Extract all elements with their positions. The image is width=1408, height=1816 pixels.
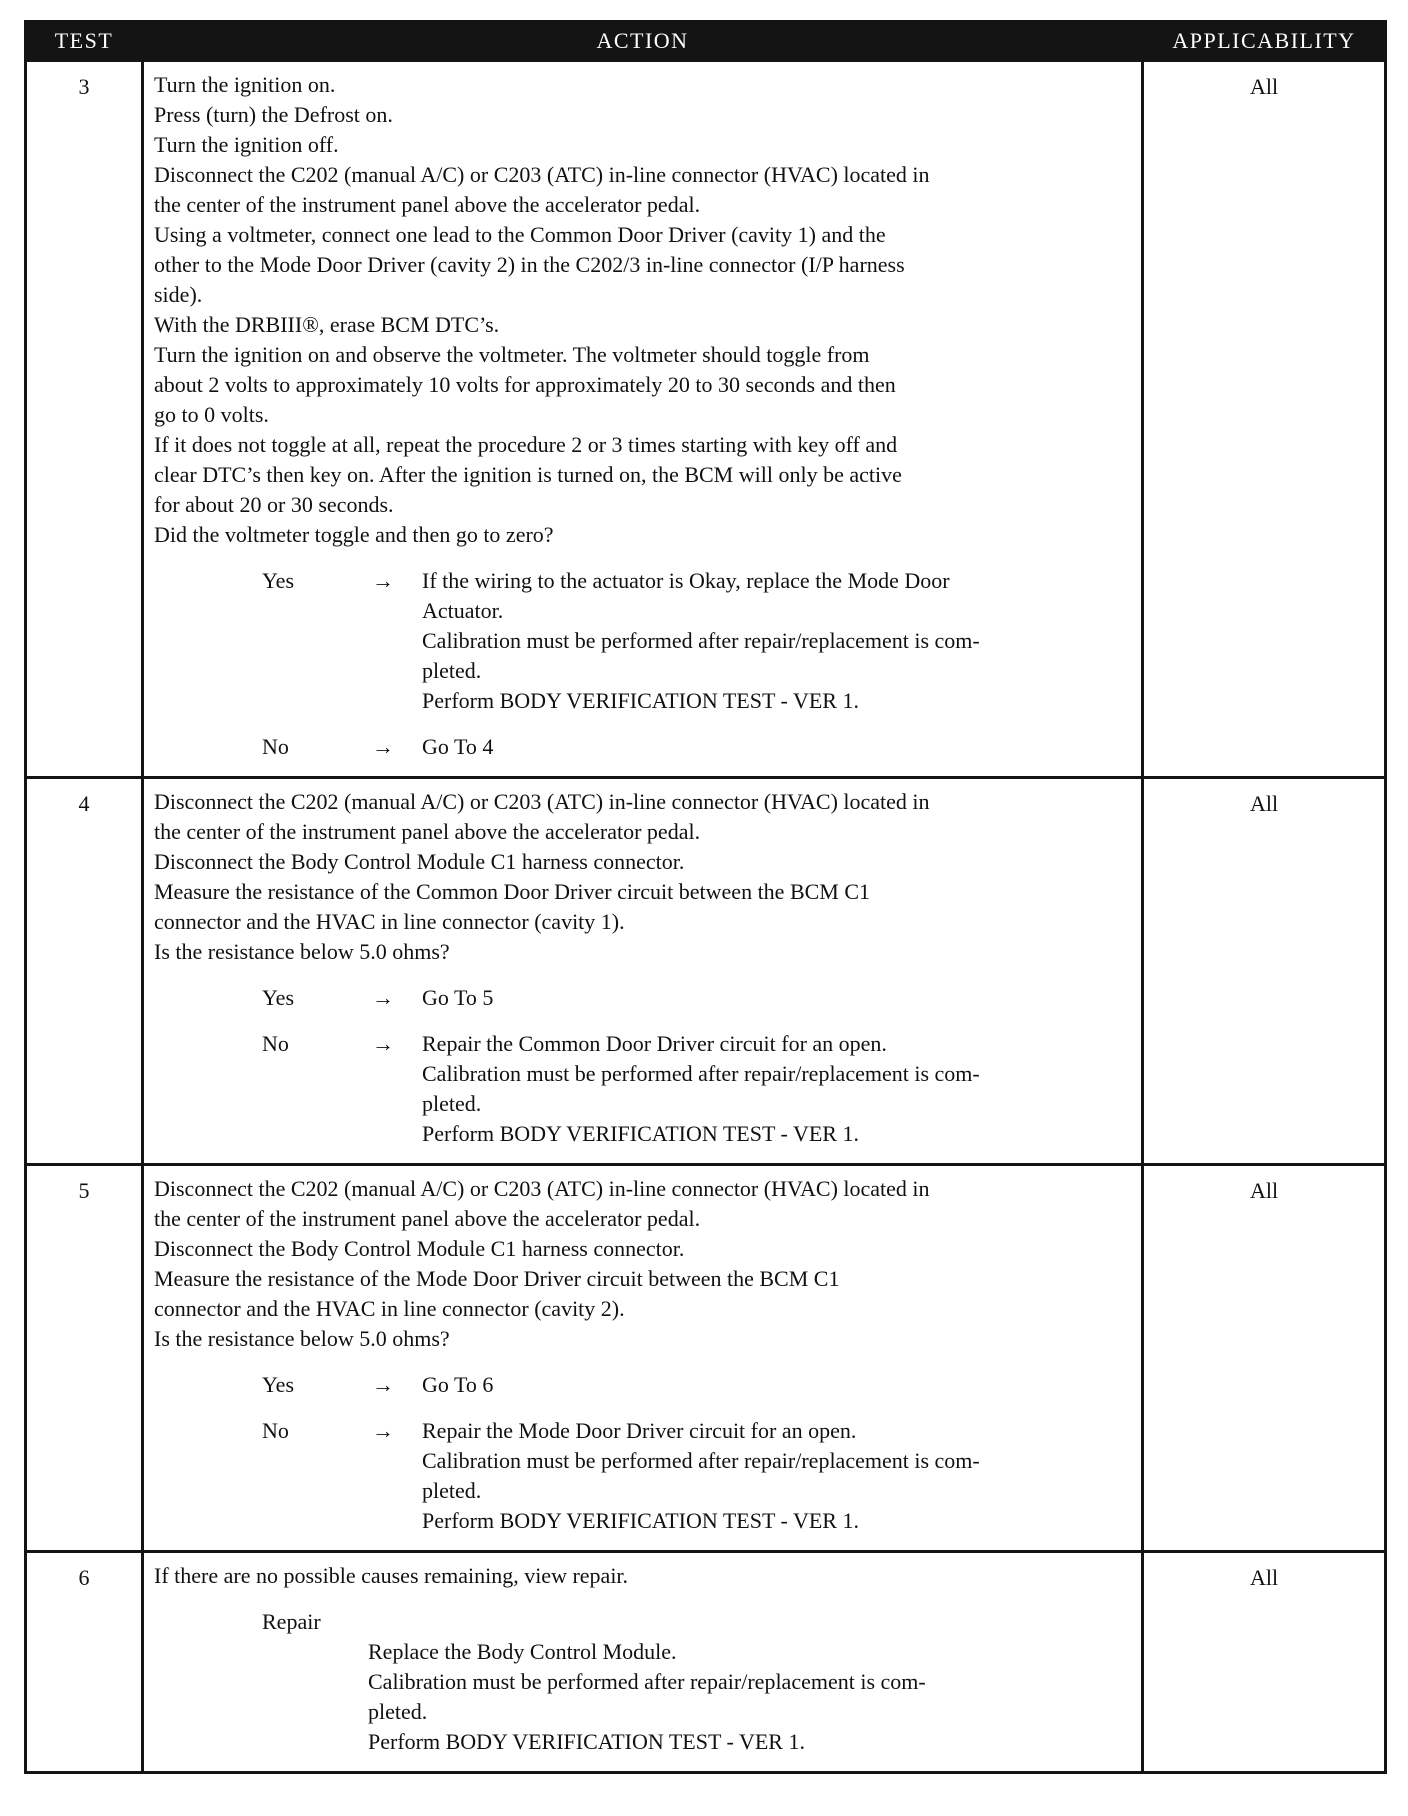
table-row bbox=[26, 1165, 1386, 1552]
answer-line: Actuator. bbox=[422, 598, 504, 623]
answer-line: Go To 6 bbox=[422, 1372, 494, 1397]
action-line: the center of the instrument panel above the accelerator pedal. bbox=[154, 192, 701, 217]
answer-line: pleted. bbox=[422, 1478, 482, 1503]
arrow-icon: → bbox=[372, 1372, 394, 1397]
action-line: Using a voltmeter, connect one lead to the Common Door Driver (cavity 1) and the bbox=[154, 222, 886, 247]
cell-spacer bbox=[154, 762, 1133, 770]
answer-no-text bbox=[422, 1029, 1133, 1149]
answer-line: pleted. bbox=[422, 658, 482, 683]
action-line: other to the Mode Door Driver (cavity 2) in the C202/3 in-line connector (I/P harness bbox=[154, 252, 905, 277]
repair-line: Perform BODY VERIFICATION TEST - VER 1. bbox=[368, 1729, 805, 1754]
answer-yes-text bbox=[422, 566, 1133, 716]
answer-line: If the wiring to the actuator is Okay, replace the Mode Door bbox=[422, 568, 950, 593]
action-line: the center of the instrument panel above the accelerator pedal. bbox=[154, 819, 701, 844]
answer-line: Repair the Common Door Driver circuit for an open. bbox=[422, 1031, 887, 1056]
answer-yes-label: Yes bbox=[262, 985, 295, 1010]
answer-no bbox=[154, 1416, 1133, 1536]
action-line: about 2 volts to approximately 10 volts for approximately 20 to 30 seconds and then bbox=[154, 372, 896, 397]
answer-line: Calibration must be performed after repair/replacement is com- bbox=[422, 628, 980, 653]
action-line: Turn the ignition on. bbox=[154, 72, 336, 97]
answer-no-text bbox=[422, 1416, 1133, 1536]
answer-line: Calibration must be performed after repair/replacement is com- bbox=[422, 1448, 980, 1473]
action-line: If it does not toggle at all, repeat the procedure 2 or 3 times starting with key off and bbox=[154, 432, 898, 457]
answer-no-label: No bbox=[262, 1031, 289, 1056]
action-line: Is the resistance below 5.0 ohms? bbox=[154, 939, 450, 964]
action-cell bbox=[143, 1552, 1143, 1773]
answer-no bbox=[154, 1029, 1133, 1149]
header-applicability: APPLICABILITY bbox=[1143, 22, 1386, 61]
header-action: ACTION bbox=[143, 22, 1143, 61]
action-line: connector and the HVAC in line connector (cavity 1). bbox=[154, 909, 625, 934]
answer-line: pleted. bbox=[422, 1091, 482, 1116]
applicability: All bbox=[1143, 1552, 1386, 1773]
action-line: Measure the resistance of the Common Door Driver circuit between the BCM C1 bbox=[154, 879, 871, 904]
arrow-icon: → bbox=[372, 985, 394, 1010]
applicability: All bbox=[1143, 1165, 1386, 1552]
answer-yes bbox=[154, 566, 1133, 716]
action-line: connector and the HVAC in line connector (cavity 2). bbox=[154, 1296, 625, 1321]
answer-no-text bbox=[422, 732, 1133, 762]
repair-line: pleted. bbox=[368, 1699, 428, 1724]
table-header-row bbox=[26, 22, 1386, 61]
action-line: clear DTC’s then key on. After the ignition is turned on, the BCM will only be active bbox=[154, 462, 902, 487]
repair-line: Replace the Body Control Module. bbox=[368, 1639, 677, 1664]
action-line: side). bbox=[154, 282, 203, 307]
action-line: Measure the resistance of the Mode Door Driver circuit between the BCM C1 bbox=[154, 1266, 840, 1291]
action-cell bbox=[143, 778, 1143, 1165]
cell-spacer bbox=[154, 1757, 1133, 1765]
answer-line: Repair the Mode Door Driver circuit for an open. bbox=[422, 1418, 857, 1443]
action-cell bbox=[143, 1165, 1143, 1552]
action-cell bbox=[143, 61, 1143, 778]
cell-spacer bbox=[154, 1149, 1133, 1157]
answer-line: Perform BODY VERIFICATION TEST - VER 1. bbox=[422, 1121, 859, 1146]
diagnostic-page bbox=[24, 20, 1384, 1774]
action-line: for about 20 or 30 seconds. bbox=[154, 492, 394, 517]
arrow-icon: → bbox=[372, 568, 394, 593]
answer-no-label: No bbox=[262, 1418, 289, 1443]
answer-yes-text bbox=[422, 983, 1133, 1013]
action-line: With the DRBIII®, erase BCM DTC’s. bbox=[154, 312, 500, 337]
cell-spacer bbox=[154, 1536, 1133, 1544]
test-number: 3 bbox=[26, 61, 143, 778]
answer-yes-label: Yes bbox=[262, 1372, 295, 1397]
answer-line: Perform BODY VERIFICATION TEST - VER 1. bbox=[422, 688, 859, 713]
repair-label: Repair bbox=[262, 1609, 321, 1634]
arrow-icon: → bbox=[372, 1418, 394, 1443]
applicability: All bbox=[1143, 61, 1386, 778]
table-row bbox=[26, 778, 1386, 1165]
repair-line: Calibration must be performed after repair/replacement is com- bbox=[368, 1669, 926, 1694]
header-test: TEST bbox=[26, 22, 143, 61]
action-line: Did the voltmeter toggle and then go to zero? bbox=[154, 522, 554, 547]
action-line: Is the resistance below 5.0 ohms? bbox=[154, 1326, 450, 1351]
action-line: Disconnect the Body Control Module C1 harness connector. bbox=[154, 1236, 685, 1261]
action-line: Press (turn) the Defrost on. bbox=[154, 102, 393, 127]
diagnostic-table bbox=[24, 20, 1387, 1774]
action-line: Disconnect the C202 (manual A/C) or C203 (ATC) in-line connector (HVAC) located in bbox=[154, 162, 930, 187]
test-number: 4 bbox=[26, 778, 143, 1165]
answer-yes-label: Yes bbox=[262, 568, 295, 593]
action-line: Disconnect the Body Control Module C1 harness connector. bbox=[154, 849, 685, 874]
table-row bbox=[26, 1552, 1386, 1773]
action-line: Turn the ignition off. bbox=[154, 132, 339, 157]
answer-no bbox=[154, 732, 1133, 762]
arrow-icon: → bbox=[372, 1031, 394, 1056]
answer-line: Calibration must be performed after repair/replacement is com- bbox=[422, 1061, 980, 1086]
test-number: 6 bbox=[26, 1552, 143, 1773]
answer-line: Go To 5 bbox=[422, 985, 494, 1010]
applicability: All bbox=[1143, 778, 1386, 1165]
answer-line: Perform BODY VERIFICATION TEST - VER 1. bbox=[422, 1508, 859, 1533]
table-row bbox=[26, 61, 1386, 778]
test-number: 5 bbox=[26, 1165, 143, 1552]
repair-text bbox=[154, 1637, 1133, 1757]
action-line: go to 0 volts. bbox=[154, 402, 269, 427]
answer-yes-text bbox=[422, 1370, 1133, 1400]
action-line: Turn the ignition on and observe the voltmeter. The voltmeter should toggle from bbox=[154, 342, 870, 367]
answer-yes bbox=[154, 1370, 1133, 1400]
action-line: Disconnect the C202 (manual A/C) or C203 (ATC) in-line connector (HVAC) located in bbox=[154, 789, 930, 814]
answer-line: Go To 4 bbox=[422, 734, 494, 759]
action-line: Disconnect the C202 (manual A/C) or C203 (ATC) in-line connector (HVAC) located in bbox=[154, 1176, 930, 1201]
action-line: the center of the instrument panel above the accelerator pedal. bbox=[154, 1206, 701, 1231]
answer-no-label: No bbox=[262, 734, 289, 759]
arrow-icon: → bbox=[372, 734, 394, 759]
answer-yes bbox=[154, 983, 1133, 1013]
action-line: If there are no possible causes remaining, view repair. bbox=[154, 1563, 629, 1588]
